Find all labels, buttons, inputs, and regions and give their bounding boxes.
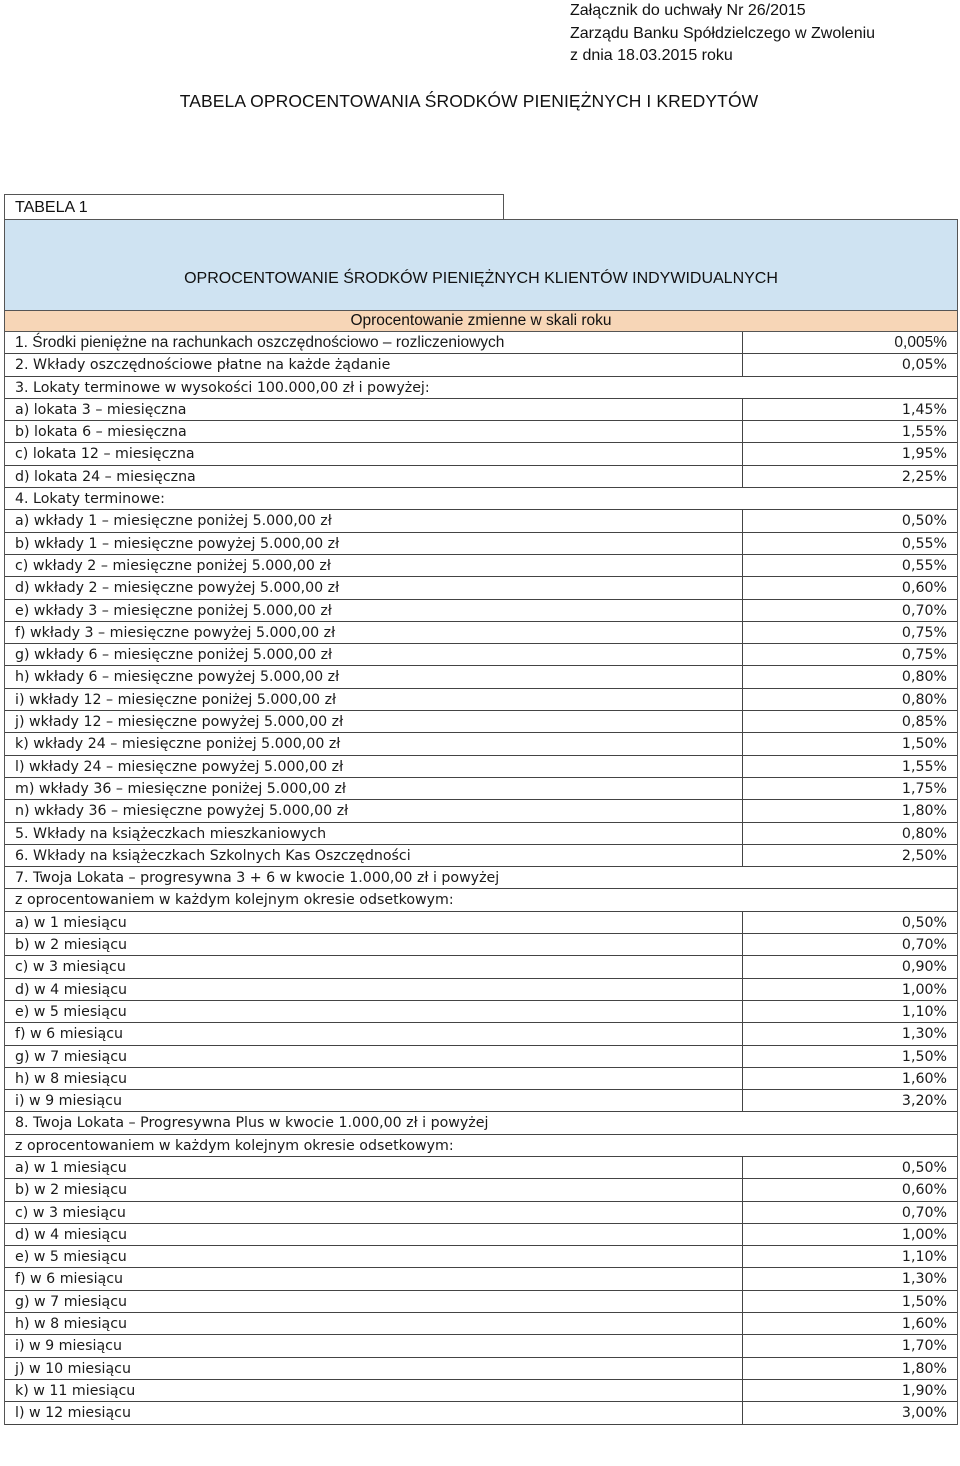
row-label: g) w 7 miesiącu bbox=[15, 1048, 128, 1065]
row-rate bbox=[742, 377, 947, 398]
table-row bbox=[5, 600, 957, 622]
row-label: i) w 9 miesiącu bbox=[15, 1338, 122, 1355]
table-row bbox=[5, 1112, 957, 1134]
table-heading: OPROCENTOWANIE ŚRODKÓW PIENIĘŻNYCH KLIENTÓW INDYWIDUALNYCH bbox=[184, 270, 778, 287]
row-label: f) w 6 miesiącu bbox=[15, 1026, 123, 1043]
row-label: d) wkłady 2 – miesięczne powyżej 5.000,00 zł bbox=[15, 580, 340, 597]
row-rate: 1,60% bbox=[742, 1068, 947, 1089]
row-rate bbox=[742, 889, 947, 910]
table-row bbox=[5, 466, 957, 488]
table-subheading: Oprocentowanie zmienne w skali roku bbox=[4, 311, 958, 332]
resolution-line-2: Zarządu Banku Spółdzielczego w Zwoleniu bbox=[570, 24, 876, 42]
row-label: z oprocentowaniem w każdym kolejnym okresie odsetkowym: bbox=[15, 1137, 454, 1154]
row-label: 6. Wkłady na książeczkach Szkolnych Kas Oszczędności bbox=[15, 847, 411, 864]
table-row bbox=[5, 689, 957, 711]
table-label: TABELA 1 bbox=[4, 194, 504, 219]
table-row bbox=[5, 912, 957, 934]
row-rate bbox=[742, 488, 947, 509]
table-row bbox=[5, 733, 957, 755]
row-rate: 0,80% bbox=[742, 666, 947, 687]
row-label: m) wkłady 36 – miesięczne poniżej 5.000,00 zł bbox=[15, 780, 346, 797]
table-row bbox=[5, 1135, 957, 1157]
row-label: z oprocentowaniem w każdym kolejnym okresie odsetkowym: bbox=[15, 892, 454, 909]
table-row bbox=[5, 332, 957, 354]
row-label: g) w 7 miesiącu bbox=[15, 1293, 128, 1310]
row-label: 2. Wkłady oszczędnościowe płatne na każde żądanie bbox=[15, 357, 391, 374]
row-label: k) wkłady 24 – miesięczne poniżej 5.000,00 zł bbox=[15, 736, 341, 753]
table-row bbox=[5, 1246, 957, 1268]
table-row bbox=[5, 666, 957, 688]
table-row bbox=[5, 377, 957, 399]
row-label: c) lokata 12 – miesięczna bbox=[15, 446, 195, 463]
row-rate: 1,90% bbox=[742, 1380, 947, 1401]
row-rate: 1,50% bbox=[742, 1291, 947, 1312]
row-rate: 0,80% bbox=[742, 689, 947, 710]
table-row bbox=[5, 1402, 957, 1424]
row-label: e) w 5 miesiącu bbox=[15, 1249, 127, 1266]
table-row bbox=[5, 354, 957, 376]
row-rate: 0,75% bbox=[742, 622, 947, 643]
table-row bbox=[5, 756, 957, 778]
row-rate: 1,55% bbox=[742, 756, 947, 777]
row-rate: 1,00% bbox=[742, 979, 947, 1000]
row-rate bbox=[742, 1112, 947, 1133]
row-rate: 0,75% bbox=[742, 644, 947, 665]
row-rate: 1,30% bbox=[742, 1268, 947, 1289]
table-row bbox=[5, 421, 957, 443]
row-rate bbox=[742, 1135, 947, 1156]
table-row bbox=[5, 800, 957, 822]
row-label: b) wkłady 1 – miesięczne powyżej 5.000,00 zł bbox=[15, 535, 340, 552]
row-label: d) lokata 24 – miesięczna bbox=[15, 468, 196, 485]
resolution-header bbox=[570, 0, 875, 68]
row-rate: 0,70% bbox=[742, 934, 947, 955]
row-rate: 1,70% bbox=[742, 1335, 947, 1356]
row-rate: 1,55% bbox=[742, 421, 947, 442]
table-row bbox=[5, 889, 957, 911]
row-rate: 2,25% bbox=[742, 466, 947, 487]
table-row bbox=[5, 399, 957, 421]
resolution-line-3: z dnia 18.03.2015 roku bbox=[570, 47, 733, 64]
row-rate: 0,80% bbox=[742, 823, 947, 844]
row-rate: 1,50% bbox=[742, 1046, 947, 1067]
row-rate: 0,55% bbox=[742, 555, 947, 576]
row-label: g) wkłady 6 – miesięczne poniżej 5.000,00 zł bbox=[15, 647, 333, 664]
table-row bbox=[5, 1068, 957, 1090]
row-rate: 1,00% bbox=[742, 1224, 947, 1245]
table-heading-cell bbox=[4, 219, 958, 311]
row-rate: 0,90% bbox=[742, 956, 947, 977]
table-row bbox=[5, 1358, 957, 1380]
row-label: 8. Twoja Lokata – Progresywna Plus w kwocie 1.000,00 zł i powyżej bbox=[15, 1115, 489, 1132]
row-label: c) w 3 miesiącu bbox=[15, 959, 126, 976]
table-row bbox=[5, 1291, 957, 1313]
row-rate: 3,00% bbox=[742, 1402, 947, 1423]
row-rate: 0,50% bbox=[742, 510, 947, 531]
row-label: 1. Środki pieniężne na rachunkach oszczędnościowo – rozliczeniowych bbox=[15, 334, 505, 351]
row-rate: 0,70% bbox=[742, 600, 947, 621]
table-row bbox=[5, 577, 957, 599]
table-row bbox=[5, 488, 957, 510]
table-row bbox=[5, 778, 957, 800]
row-label: c) w 3 miesiącu bbox=[15, 1204, 126, 1221]
row-rate: 0,05% bbox=[742, 354, 947, 375]
row-label: a) w 1 miesiącu bbox=[15, 1159, 127, 1176]
row-label: 5. Wkłady na książeczkach mieszkaniowych bbox=[15, 825, 327, 842]
row-label: 7. Twoja Lokata – progresywna 3 + 6 w kwocie 1.000,00 zł i powyżej bbox=[15, 870, 500, 887]
row-rate: 0,60% bbox=[742, 577, 947, 598]
row-rate: 1,30% bbox=[742, 1023, 947, 1044]
row-label: c) wkłady 2 – miesięczne poniżej 5.000,00 zł bbox=[15, 557, 331, 574]
row-label: a) lokata 3 – miesięczna bbox=[15, 401, 187, 418]
row-label: b) w 2 miesiącu bbox=[15, 1182, 128, 1199]
table-row bbox=[5, 510, 957, 532]
row-rate: 0,85% bbox=[742, 711, 947, 732]
row-label: i) wkłady 12 – miesięczne poniżej 5.000,00 zł bbox=[15, 691, 337, 708]
page-title: TABELA OPROCENTOWANIA ŚRODKÓW PIENIĘŻNYCH I KREDYTÓW bbox=[179, 91, 759, 111]
table-row bbox=[5, 1001, 957, 1023]
row-label: f) w 6 miesiącu bbox=[15, 1271, 123, 1288]
row-label: b) lokata 6 – miesięczna bbox=[15, 424, 187, 441]
row-label: 3. Lokaty terminowe w wysokości 100.000,00 zł i powyżej: bbox=[15, 379, 430, 396]
table-row bbox=[5, 1179, 957, 1201]
row-rate: 2,50% bbox=[742, 845, 947, 866]
row-label: h) w 8 miesiącu bbox=[15, 1316, 127, 1333]
table-row bbox=[5, 555, 957, 577]
row-label: i) w 9 miesiącu bbox=[15, 1093, 122, 1110]
table-row bbox=[5, 1268, 957, 1290]
row-rate: 1,80% bbox=[742, 1358, 947, 1379]
rates-table bbox=[4, 194, 958, 1425]
table-row bbox=[5, 711, 957, 733]
table-row bbox=[5, 867, 957, 889]
row-label: k) w 11 miesiącu bbox=[15, 1382, 136, 1399]
table-row bbox=[5, 823, 957, 845]
row-label: l) w 12 miesiącu bbox=[15, 1405, 131, 1422]
row-label: b) w 2 miesiącu bbox=[15, 937, 128, 954]
row-label: n) wkłady 36 – miesięczne powyżej 5.000,00 zł bbox=[15, 803, 349, 820]
row-rate: 1,80% bbox=[742, 800, 947, 821]
row-label: 4. Lokaty terminowe: bbox=[15, 491, 165, 508]
table-row bbox=[5, 934, 957, 956]
table-row bbox=[5, 1313, 957, 1335]
table-row bbox=[5, 1157, 957, 1179]
row-rate: 1,10% bbox=[742, 1246, 947, 1267]
row-label: e) w 5 miesiącu bbox=[15, 1003, 127, 1020]
row-label: h) w 8 miesiącu bbox=[15, 1070, 127, 1087]
resolution-line-1: Załącznik do uchwały Nr 26/2015 bbox=[570, 2, 806, 19]
table-row bbox=[5, 979, 957, 1001]
row-label: d) w 4 miesiącu bbox=[15, 981, 128, 998]
row-label: d) w 4 miesiącu bbox=[15, 1226, 128, 1243]
row-rate: 1,45% bbox=[742, 399, 947, 420]
row-rate: 0,55% bbox=[742, 533, 947, 554]
row-label: e) wkłady 3 – miesięczne poniżej 5.000,00 zł bbox=[15, 602, 332, 619]
row-label: a) wkłady 1 – miesięczne poniżej 5.000,00 zł bbox=[15, 513, 332, 530]
table-row bbox=[5, 533, 957, 555]
row-rate: 0,50% bbox=[742, 912, 947, 933]
table-row bbox=[5, 1224, 957, 1246]
table-row bbox=[5, 1202, 957, 1224]
table-row bbox=[5, 622, 957, 644]
row-label: j) w 10 miesiącu bbox=[15, 1360, 131, 1377]
table-row bbox=[5, 1090, 957, 1112]
row-label: h) wkłady 6 – miesięczne powyżej 5.000,00 zł bbox=[15, 669, 340, 686]
table-row bbox=[5, 1046, 957, 1068]
row-rate: 0,70% bbox=[742, 1202, 947, 1223]
row-label: j) wkłady 12 – miesięczne powyżej 5.000,00 zł bbox=[15, 714, 344, 731]
table-row bbox=[5, 1335, 957, 1357]
row-rate: 1,95% bbox=[742, 443, 947, 464]
row-label: a) w 1 miesiącu bbox=[15, 914, 127, 931]
table-row bbox=[5, 644, 957, 666]
row-rate: 0,60% bbox=[742, 1179, 947, 1200]
table-row bbox=[5, 1380, 957, 1402]
row-rate bbox=[742, 867, 947, 888]
table-row bbox=[5, 956, 957, 978]
row-rate: 1,10% bbox=[742, 1001, 947, 1022]
table-body bbox=[4, 332, 958, 1425]
table-row bbox=[5, 1023, 957, 1045]
row-rate: 1,50% bbox=[742, 733, 947, 754]
row-label: l) wkłady 24 – miesięczne powyżej 5.000,00 zł bbox=[15, 758, 344, 775]
row-rate: 1,60% bbox=[742, 1313, 947, 1334]
row-rate: 0,005% bbox=[742, 332, 947, 353]
row-rate: 3,20% bbox=[742, 1090, 947, 1111]
row-rate: 1,75% bbox=[742, 778, 947, 799]
row-rate: 0,50% bbox=[742, 1157, 947, 1178]
table-row bbox=[5, 845, 957, 867]
row-label: f) wkłady 3 – miesięczne powyżej 5.000,00 zł bbox=[15, 624, 336, 641]
table-row bbox=[5, 443, 957, 465]
